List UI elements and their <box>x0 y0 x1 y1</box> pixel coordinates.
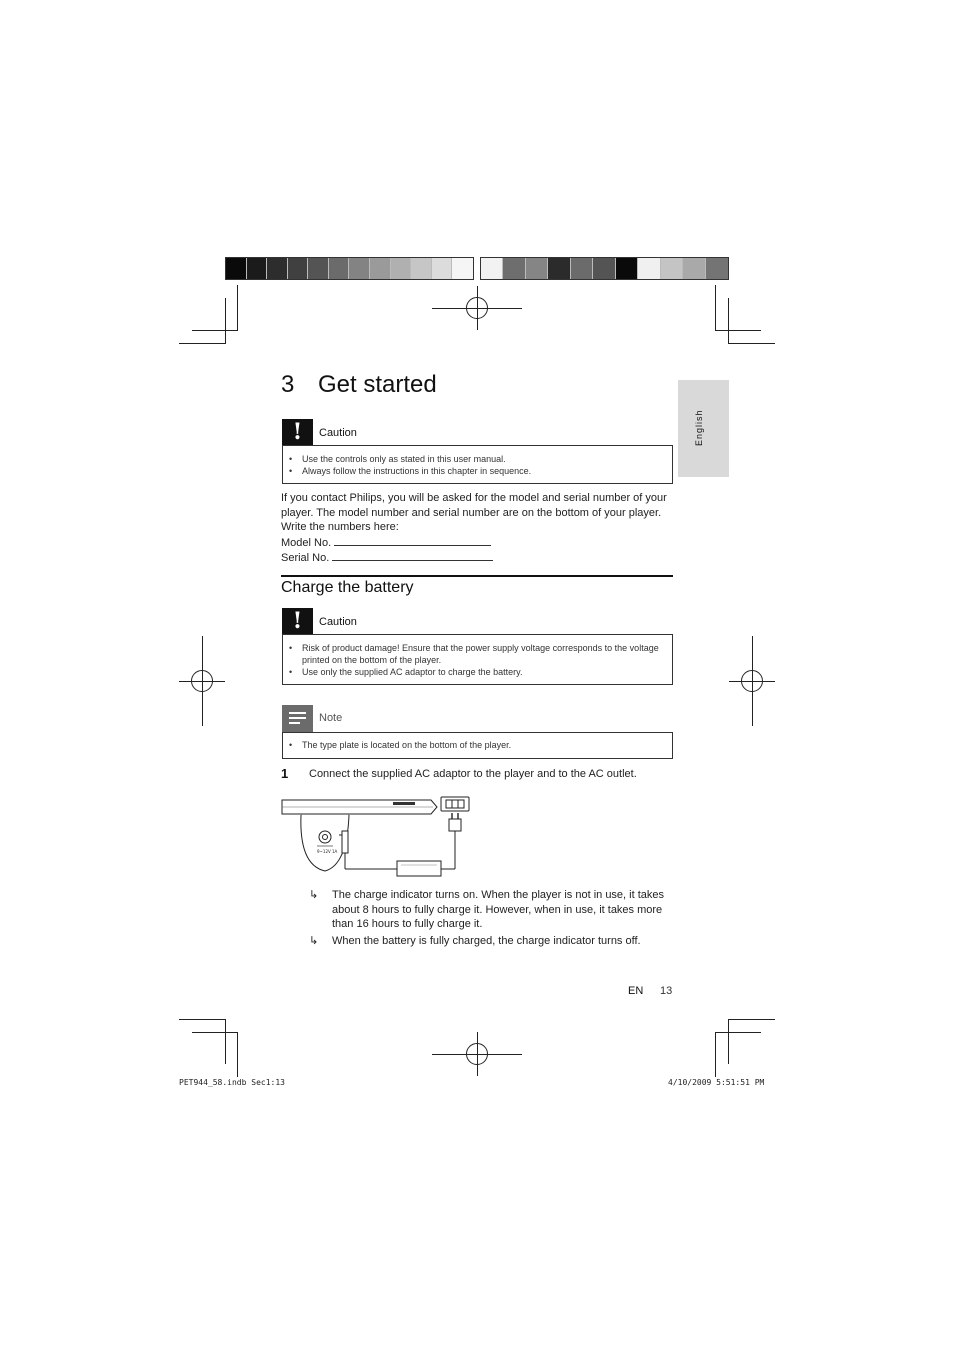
color-swatch <box>548 258 570 279</box>
color-calibration-bar-right <box>480 257 729 280</box>
result-text: The charge indicator turns on. When the player is not in use, it takes about 8 hours to fully charge it. However, when in use, it takes more than 16 hours to fully charge it. <box>332 889 665 930</box>
color-swatch <box>288 258 309 279</box>
slug-date-info: 4/10/2009 5:51:51 PM <box>668 1078 765 1087</box>
jack-voltage-label: 9~12V 1A <box>317 849 338 854</box>
page-number: 13 <box>660 985 673 997</box>
step-text: Connect the supplied AC adaptor to the player and to the AC outlet. <box>309 768 637 780</box>
color-swatch <box>391 258 412 279</box>
footer-language: EN <box>628 985 644 997</box>
color-swatch <box>661 258 683 279</box>
result-arrow-icon: ↳ <box>309 935 319 947</box>
caution-item: • Always follow the instructions in this chapter in sequence. <box>302 465 672 477</box>
color-swatch <box>247 258 268 279</box>
section-heading: Charge the battery <box>281 579 414 596</box>
charging-illustration <box>281 795 471 883</box>
color-swatch <box>706 258 728 279</box>
color-calibration-bar-left <box>225 257 474 280</box>
color-swatch <box>370 258 391 279</box>
caution-item: • Use the controls only as stated in this user manual. <box>302 453 672 465</box>
serial-number-line: Serial No. <box>281 550 673 566</box>
slug-file-info: PET944_58.indb Sec1:13 <box>179 1078 285 1087</box>
color-swatch <box>432 258 453 279</box>
color-swatch <box>593 258 615 279</box>
result-arrow-icon: ↳ <box>309 889 319 901</box>
serial-number-blank <box>332 550 493 561</box>
model-number-blank <box>334 535 491 546</box>
step-number: 1 <box>281 766 289 781</box>
caution-icon: ! <box>282 608 313 635</box>
intro-text: If you contact Philips, you will be asked for the model and serial number of your player. The model number and serial number are on the bottom of your player. Write the numbers here: <box>281 492 667 533</box>
color-swatch <box>638 258 660 279</box>
chapter-title <box>281 371 437 399</box>
caution-box <box>282 445 673 484</box>
result-item <box>309 934 665 949</box>
color-swatch <box>503 258 525 279</box>
model-number-line: Model No. <box>281 535 673 551</box>
chapter-title-text: Get started <box>318 371 437 398</box>
note-icon <box>282 705 313 732</box>
note-label: Note <box>319 712 343 724</box>
color-swatch <box>683 258 705 279</box>
color-swatch <box>571 258 593 279</box>
color-swatch <box>481 258 503 279</box>
note-box <box>282 732 673 759</box>
color-swatch <box>411 258 432 279</box>
color-swatch <box>349 258 370 279</box>
note-item: • The type plate is located on the bottom of the player. <box>302 739 672 751</box>
result-item <box>309 888 665 932</box>
color-swatch <box>526 258 548 279</box>
color-swatch <box>267 258 288 279</box>
caution-icon: ! <box>282 419 313 446</box>
caution-label: Caution <box>319 616 357 628</box>
section-rule <box>281 575 673 577</box>
color-swatch <box>616 258 638 279</box>
caution-box <box>282 634 673 685</box>
chapter-number: 3 <box>281 371 295 398</box>
caution-item: • Risk of product damage! Ensure that the power supply voltage corresponds to the voltage printed on the bottom of the player. <box>302 642 672 666</box>
intro-paragraph <box>281 491 673 566</box>
color-swatch <box>226 258 247 279</box>
color-swatch <box>452 258 473 279</box>
language-tab-label: English <box>694 409 704 446</box>
result-text: When the battery is fully charged, the charge indicator turns off. <box>332 935 641 947</box>
color-swatch <box>329 258 350 279</box>
color-swatch <box>308 258 329 279</box>
language-tab <box>678 380 729 477</box>
caution-label: Caution <box>319 427 357 439</box>
caution-item: • Use only the supplied AC adaptor to charge the battery. <box>302 666 672 678</box>
